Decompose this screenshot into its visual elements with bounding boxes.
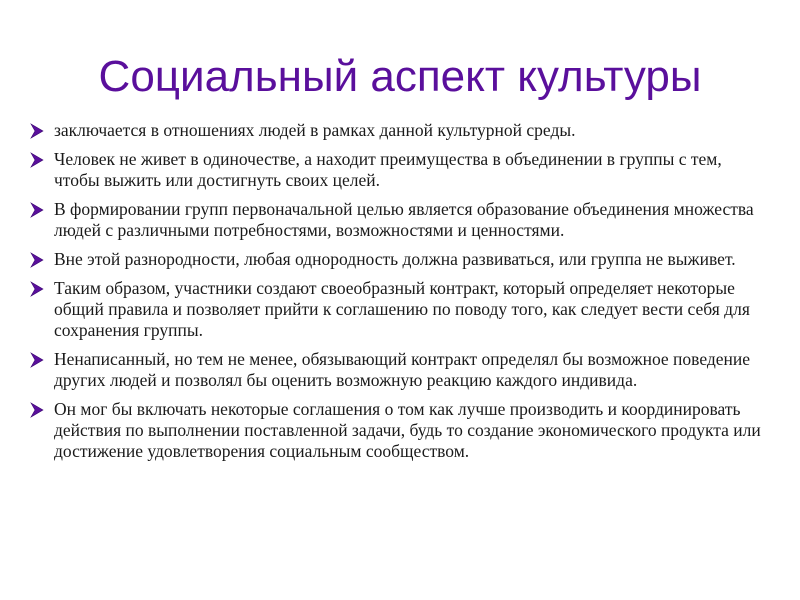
- list-item: [28, 278, 768, 341]
- arrow-bullet-icon: [30, 402, 44, 418]
- list-item: [28, 199, 768, 241]
- bullet-text: Таким образом, участники создают своеобразный контракт, который определяет некоторые общий правила и позволяет прийти к соглашению по поводу того, как следует вести себя для сохранения группы.: [54, 278, 750, 340]
- arrow-bullet-icon: [30, 152, 44, 168]
- bullet-text: Человек не живет в одиночестве, а находит преимущества в объединении в группы с тем, чтобы выжить или достигнуть своих целей.: [54, 149, 722, 190]
- list-item: [28, 399, 768, 462]
- list-item: [28, 149, 768, 191]
- bullet-text: Вне этой разнородности, любая однородность должна развиваться, или группа не выживет.: [54, 249, 736, 269]
- list-item: [28, 120, 768, 141]
- bullet-text: заключается в отношениях людей в рамках данной культурной среды.: [54, 120, 576, 140]
- arrow-bullet-icon: [30, 252, 44, 268]
- bullet-text: Он мог бы включать некоторые соглашения о том как лучше производить и координировать действия по выполнении поставленной задачи, будь то создание экономического продукта или достижение удовлетворения социальным сообществом.: [54, 399, 761, 461]
- arrow-bullet-icon: [30, 202, 44, 218]
- bullet-text: В формировании групп первоначальной целью является образование объединения множества людей с различными потребностями, возможностями и ценностями.: [54, 199, 754, 240]
- arrow-bullet-icon: [30, 281, 44, 297]
- bullet-list: [28, 120, 768, 470]
- list-item: [28, 349, 768, 391]
- slide-title: Социальный аспект культуры: [98, 52, 702, 101]
- list-item: [28, 249, 768, 270]
- arrow-bullet-icon: [30, 123, 44, 139]
- bullet-text: Ненаписанный, но тем не менее, обязывающий контракт определял бы возможное поведение других людей и позволял бы оценить возможную реакцию каждого индивида.: [54, 349, 751, 390]
- arrow-bullet-icon: [30, 352, 44, 368]
